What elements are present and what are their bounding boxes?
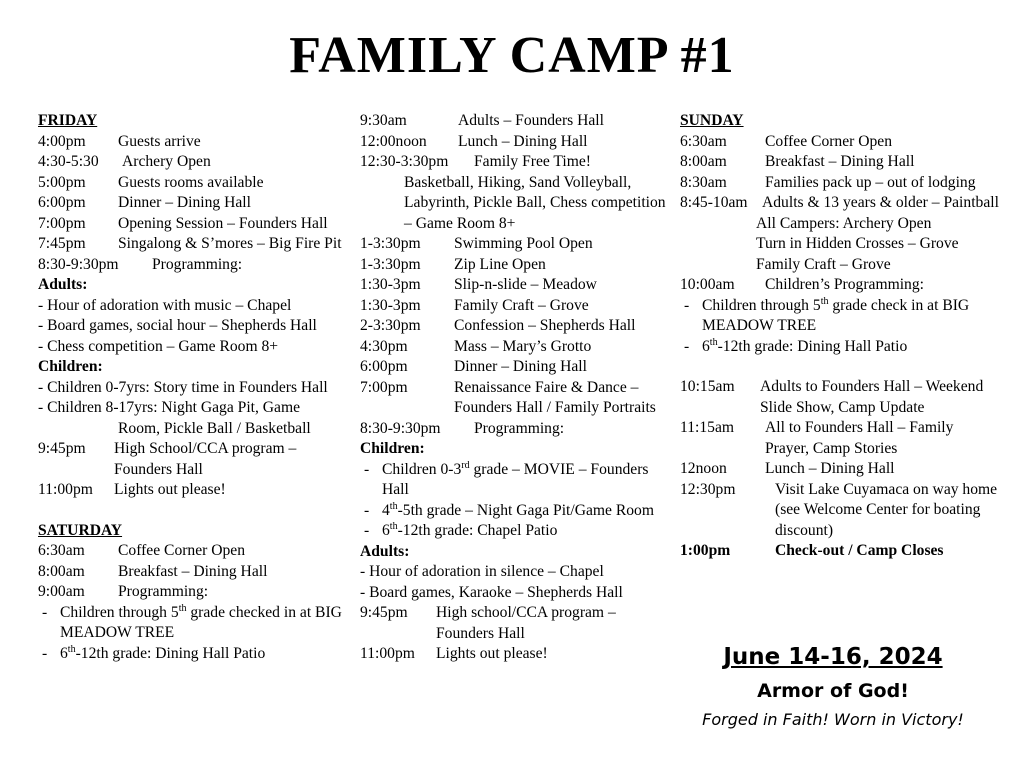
schedule-time: 4:00pm <box>38 132 86 150</box>
bullet-text: Children through 5th grade check in at BIG MEADOW TREE <box>702 295 970 334</box>
schedule-row <box>680 541 1000 562</box>
schedule-activity: Adults & 13 years & older – Paintball <box>762 194 999 211</box>
schedule-activity: Mass – Mary’s Grotto <box>454 337 592 355</box>
schedule-time: 1-3:30pm <box>360 255 421 273</box>
schedule-row <box>360 132 672 153</box>
bullet-item <box>680 296 1000 337</box>
day-heading: SUNDAY <box>680 112 744 129</box>
schedule-time: 11:15am <box>680 419 734 436</box>
schedule-detail: Turn in Hidden Crosses – Grove <box>756 235 959 252</box>
schedule-activity: Family Free Time! <box>474 153 591 170</box>
schedule-time: 8:30am <box>680 173 727 191</box>
schedule-row <box>38 562 343 583</box>
schedule-time: 1:00pm <box>680 542 731 559</box>
schedule-time: 4:30-5:30 <box>38 153 99 170</box>
ordinal-suffix: rd <box>461 459 470 471</box>
ordinal-suffix: th <box>389 500 398 512</box>
schedule-row <box>360 603 672 644</box>
schedule-time: 9:00am <box>38 583 85 600</box>
bullet-text: Children through 5th grade checked in at BIG MEADOW TREE <box>60 602 342 641</box>
schedule-time: 12noon <box>680 460 727 477</box>
schedule-activity: Programming: <box>118 583 209 600</box>
schedule-row <box>360 378 672 419</box>
schedule-row <box>360 296 672 317</box>
schedule-time: 6:00pm <box>38 194 86 211</box>
schedule-item: - Hour of adoration with music – Chapel <box>38 296 292 314</box>
schedule-row <box>680 132 1000 153</box>
schedule-activity: Families pack up – out of lodging <box>765 173 976 191</box>
schedule-activity: Zip Line Open <box>454 255 546 273</box>
spacer <box>680 357 1000 377</box>
schedule-detail: Family Craft – Grove <box>756 255 891 273</box>
schedule-row <box>360 255 672 276</box>
schedule-item: - Chess competition – Game Room 8+ <box>38 337 279 355</box>
schedule-detail: Basketball, Hiking, Sand Volleyball, Labyrinth, Pickle Ball, Chess competition – Game Room 8+ <box>404 173 666 232</box>
schedule-item: - Hour of adoration in silence – Chapel <box>360 563 604 580</box>
schedule-row <box>680 377 1000 418</box>
schedule-row <box>360 337 672 358</box>
schedule-row <box>680 152 1000 173</box>
schedule-activity: Children’s Programming: <box>765 276 924 293</box>
schedule-activity: High school/CCA program – Founders Hall <box>436 604 616 642</box>
day-heading: FRIDAY <box>38 112 98 129</box>
schedule-activity: Adults – Founders Hall <box>458 112 604 129</box>
schedule-activity: Swimming Pool Open <box>454 235 593 252</box>
schedule-activity: Lunch – Dining Hall <box>765 460 895 477</box>
schedule-activity: All to Founders Hall – Family Prayer, Camp Stories <box>765 419 954 457</box>
bullet-text: 4th-5th grade – Night Gaga Pit/Game Room <box>382 500 654 519</box>
schedule-row <box>680 173 1000 194</box>
schedule-row <box>38 193 343 214</box>
schedule-time: 12:30pm <box>680 480 736 498</box>
schedule-activity: Coffee Corner Open <box>765 132 893 150</box>
schedule-activity: Programming: <box>474 419 565 437</box>
schedule-activity: Singalong & S’mores – Big Fire Pit <box>118 235 342 252</box>
bullet-item <box>360 501 672 522</box>
schedule-time: 4:30pm <box>360 337 408 355</box>
bullet-marker: - <box>364 460 370 478</box>
bullet-text: Children 0-3rd grade – MOVIE – Founders Hall <box>382 459 649 498</box>
schedule-activity: Guests arrive <box>118 132 201 150</box>
schedule-row <box>38 582 343 603</box>
schedule-activity: Coffee Corner Open <box>118 542 246 559</box>
schedule-row <box>360 275 672 296</box>
schedule-time: 5:00pm <box>38 173 86 191</box>
bullet-item <box>360 521 672 542</box>
schedule-row <box>680 275 1000 296</box>
schedule-row <box>360 644 672 665</box>
schedule-time: 11:00pm <box>38 481 93 498</box>
schedule-row <box>360 234 672 255</box>
bullet-text: 6th-12th grade: Chapel Patio <box>382 520 558 539</box>
ordinal-suffix: th <box>820 295 829 307</box>
group-heading: Children: <box>360 440 425 457</box>
schedule-time: 8:45-10am <box>680 194 748 211</box>
event-dates: June 14-16, 2024 <box>723 644 943 670</box>
group-heading: Adults: <box>360 542 410 560</box>
schedule-item: - Children 8-17yrs: Night Gaga Pit, Game Room, Pickle Ball / Basketball <box>38 399 311 437</box>
schedule-time: 2-3:30pm <box>360 317 421 334</box>
schedule-activity: Breakfast – Dining Hall <box>118 562 268 580</box>
bullet-item <box>680 337 1000 358</box>
bullet-marker: - <box>364 522 370 539</box>
ordinal-suffix: th <box>389 520 398 532</box>
schedule-activity: Family Craft – Grove <box>454 296 589 314</box>
schedule-row <box>680 193 1000 214</box>
schedule-row <box>38 234 343 255</box>
schedule-item: - Board games, Karaoke – Shepherds Hall <box>360 583 623 601</box>
page-title: FAMILY CAMP #1 <box>289 27 735 84</box>
schedule-row <box>360 152 672 173</box>
schedule-time: 1-3:30pm <box>360 235 421 252</box>
bullet-text: 6th-12th grade: Dining Hall Patio <box>60 643 266 662</box>
schedule-time: 6:30am <box>680 132 727 150</box>
schedule-row <box>360 357 672 378</box>
schedule-time: 1:30-3pm <box>360 276 421 293</box>
group-heading: Adults: <box>38 276 88 293</box>
schedule-item: - Board games, social hour – Shepherds Hall <box>38 317 317 334</box>
schedule-row <box>38 214 343 235</box>
bullet-marker: - <box>684 296 690 314</box>
schedule-row <box>680 480 1000 542</box>
schedule-activity: Adults to Founders Hall – Weekend Slide Show, Camp Update <box>760 378 984 416</box>
schedule-activity: Guests rooms available <box>118 173 264 191</box>
day-heading: SATURDAY <box>38 521 123 539</box>
bullet-item <box>360 460 672 501</box>
schedule-time: 7:00pm <box>38 214 86 232</box>
schedule-row <box>360 419 672 440</box>
schedule-activity: High School/CCA program – Founders Hall <box>114 440 297 478</box>
bullet-marker: - <box>42 603 48 621</box>
schedule-activity: Renaissance Faire & Dance – Founders Hall / Family Portraits <box>454 378 656 416</box>
schedule-activity: Lights out please! <box>114 481 226 498</box>
schedule-row <box>38 255 343 276</box>
bullet-marker: - <box>364 501 370 519</box>
schedule-time: 11:00pm <box>360 645 415 662</box>
sunday-column <box>680 111 1000 562</box>
schedule-time: 12:30-3:30pm <box>360 153 449 170</box>
event-theme: Armor of God! <box>757 680 909 702</box>
schedule-row <box>38 173 343 194</box>
schedule-row <box>38 439 343 480</box>
saturday-column <box>360 111 672 665</box>
schedule-activity: Dinner – Dining Hall <box>118 194 251 211</box>
schedule-activity: Visit Lake Cuyamaca on way home (see Welcome Center for boating discount) <box>775 480 998 539</box>
schedule-activity: Archery Open <box>122 153 211 170</box>
schedule-time: 8:30-9:30pm <box>38 255 119 273</box>
schedule-activity: Breakfast – Dining Hall <box>765 153 915 170</box>
schedule-time: 12:00noon <box>360 132 427 150</box>
schedule-detail: All Campers: Archery Open <box>756 214 932 232</box>
schedule-activity: Lunch – Dining Hall <box>458 132 588 150</box>
event-tagline: Forged in Faith! Worn in Victory! <box>702 710 964 729</box>
ordinal-suffix: th <box>709 336 718 348</box>
schedule-time: 1:30-3pm <box>360 296 421 314</box>
schedule-time: 8:30-9:30pm <box>360 419 441 437</box>
schedule-row <box>680 418 1000 459</box>
schedule-time: 9:45pm <box>360 604 408 621</box>
friday-saturday-column <box>38 111 343 664</box>
schedule-activity: Slip-n-slide – Meadow <box>454 276 597 293</box>
schedule-row <box>360 111 672 132</box>
schedule-time: 8:00am <box>680 153 727 170</box>
schedule-time: 7:00pm <box>360 378 408 396</box>
schedule-time: 6:30am <box>38 542 85 559</box>
schedule-row <box>38 480 343 501</box>
schedule-time: 10:15am <box>680 378 735 395</box>
schedule-row <box>38 541 343 562</box>
schedule-activity: Programming: <box>152 255 243 273</box>
schedule-time: 9:30am <box>360 112 407 129</box>
bullet-marker: - <box>42 644 48 662</box>
schedule-activity: Confession – Shepherds Hall <box>454 317 636 334</box>
schedule-time: 7:45pm <box>38 235 86 252</box>
schedule-time: 10:00am <box>680 276 735 293</box>
schedule-activity: Dinner – Dining Hall <box>454 358 587 375</box>
ordinal-suffix: th <box>178 602 187 614</box>
schedule-time: 9:45pm <box>38 440 86 457</box>
bullet-item <box>38 644 343 665</box>
schedule-activity: Check-out / Camp Closes <box>775 542 944 559</box>
schedule-activity: Lights out please! <box>436 645 548 662</box>
schedule-row <box>360 316 672 337</box>
bullet-text: 6th-12th grade: Dining Hall Patio <box>702 336 908 355</box>
group-heading: Children: <box>38 358 103 375</box>
schedule-activity: Opening Session – Founders Hall <box>118 214 328 232</box>
schedule-row <box>680 459 1000 480</box>
ordinal-suffix: th <box>67 643 76 655</box>
schedule-row <box>38 132 343 153</box>
schedule-time: 6:00pm <box>360 358 408 375</box>
bullet-item <box>38 603 343 644</box>
schedule-item: - Children 0-7yrs: Story time in Founders Hall <box>38 378 328 396</box>
schedule-row <box>38 152 343 173</box>
spacer <box>38 501 343 521</box>
bullet-marker: - <box>684 337 690 355</box>
schedule-time: 8:00am <box>38 562 85 580</box>
